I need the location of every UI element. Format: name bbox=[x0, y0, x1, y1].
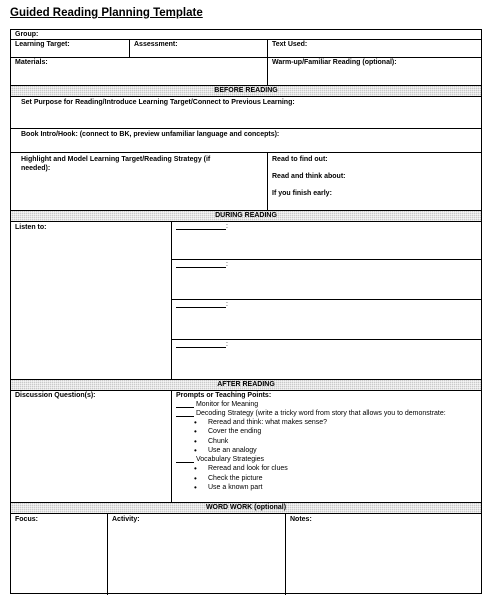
if-finish-label: If you finish early: bbox=[272, 190, 332, 197]
assessment-cell[interactable] bbox=[129, 40, 267, 57]
prompts-heading: Prompts or Teaching Points: bbox=[176, 392, 272, 399]
student-note-box[interactable] bbox=[172, 260, 481, 300]
materials-row bbox=[11, 58, 481, 86]
student-note-box[interactable] bbox=[172, 340, 481, 380]
decoding-item[interactable]: Decoding Strategy (write a tricky word from story that allows you to demonstrate: bbox=[176, 410, 446, 417]
bullet-icon: • bbox=[194, 474, 197, 483]
during-reading-heading: DURING READING bbox=[11, 211, 481, 222]
activity-cell[interactable] bbox=[107, 514, 285, 595]
student-name-blank[interactable]: : bbox=[176, 301, 228, 308]
read-purpose-cell[interactable] bbox=[267, 153, 481, 210]
discussion-label: Discussion Question(s): bbox=[15, 392, 96, 399]
book-intro-label: Book Intro/Hook: (connect to BK, preview unfamiliar language and concepts): bbox=[21, 131, 280, 138]
bullet-icon: • bbox=[194, 418, 197, 427]
assessment-label: Assessment: bbox=[134, 41, 178, 48]
bullet-icon: • bbox=[194, 437, 197, 446]
vocab-bullet: Use a known part bbox=[208, 484, 263, 491]
learning-target-cell[interactable] bbox=[11, 40, 129, 57]
group-label: Group: bbox=[15, 31, 39, 38]
student-note-box[interactable] bbox=[172, 222, 481, 260]
student-notes-column bbox=[171, 222, 481, 379]
warmup-label: Warm-up/Familiar Reading (optional): bbox=[272, 59, 397, 66]
focus-cell[interactable] bbox=[11, 514, 107, 595]
decoding-bullet: Cover the ending bbox=[208, 428, 262, 435]
bullet-icon: • bbox=[194, 464, 197, 473]
highlight-cell[interactable] bbox=[11, 153, 267, 210]
discussion-cell[interactable] bbox=[11, 391, 171, 502]
decoding-bullet: Reread and think: what makes sense? bbox=[208, 419, 328, 426]
notes-cell[interactable] bbox=[285, 514, 481, 595]
bullet-icon: • bbox=[194, 483, 197, 492]
read-and-think-label: Read and think about: bbox=[272, 173, 346, 180]
text-used-label: Text Used: bbox=[272, 41, 308, 48]
decoding-bullet: Chunk bbox=[208, 438, 229, 445]
notes-label: Notes: bbox=[290, 516, 312, 523]
student-name-blank[interactable]: : bbox=[176, 261, 228, 268]
highlight-row bbox=[11, 153, 481, 211]
activity-label: Activity: bbox=[112, 516, 140, 523]
group-row[interactable] bbox=[11, 30, 481, 40]
page-title: Guided Reading Planning Template bbox=[10, 7, 203, 19]
student-name-blank[interactable]: : bbox=[176, 223, 228, 230]
student-name-blank[interactable]: : bbox=[176, 341, 228, 348]
listen-to-cell[interactable] bbox=[11, 222, 171, 379]
materials-label: Materials: bbox=[15, 59, 48, 66]
set-purpose-row[interactable] bbox=[11, 97, 481, 129]
read-to-find-label: Read to find out: bbox=[272, 156, 328, 163]
warmup-cell[interactable] bbox=[267, 58, 481, 85]
set-purpose-label: Set Purpose for Reading/Introduce Learning Target/Connect to Previous Learning: bbox=[21, 99, 295, 106]
monitor-item[interactable]: Monitor for Meaning bbox=[176, 401, 258, 408]
vocab-bullet: Check the picture bbox=[208, 475, 263, 482]
student-note-box[interactable] bbox=[172, 300, 481, 340]
listen-to-label: Listen to: bbox=[15, 224, 47, 231]
word-work-heading: WORD WORK (optional) bbox=[11, 503, 481, 514]
during-reading-row bbox=[11, 222, 481, 380]
prompts-cell bbox=[171, 391, 481, 502]
vocab-item[interactable]: Vocabulary Strategies bbox=[176, 456, 264, 463]
vocab-bullet: Reread and look for clues bbox=[208, 465, 288, 472]
decoding-bullet: Use an analogy bbox=[208, 447, 257, 454]
after-reading-heading: AFTER READING bbox=[11, 380, 481, 391]
materials-cell[interactable] bbox=[11, 58, 267, 85]
learning-target-label: Learning Target: bbox=[15, 41, 70, 48]
after-reading-row bbox=[11, 391, 481, 503]
focus-label: Focus: bbox=[15, 516, 38, 523]
planning-form bbox=[10, 29, 482, 594]
bullet-icon: • bbox=[194, 427, 197, 436]
before-reading-heading: BEFORE READING bbox=[11, 86, 481, 97]
word-work-row bbox=[11, 514, 481, 595]
highlight-label-line2: needed): bbox=[21, 165, 51, 172]
text-used-cell[interactable] bbox=[267, 40, 481, 57]
bullet-icon: • bbox=[194, 446, 197, 455]
book-intro-row[interactable] bbox=[11, 129, 481, 153]
target-row bbox=[11, 40, 481, 58]
highlight-label-line1: Highlight and Model Learning Target/Reading Strategy (if bbox=[21, 156, 211, 163]
